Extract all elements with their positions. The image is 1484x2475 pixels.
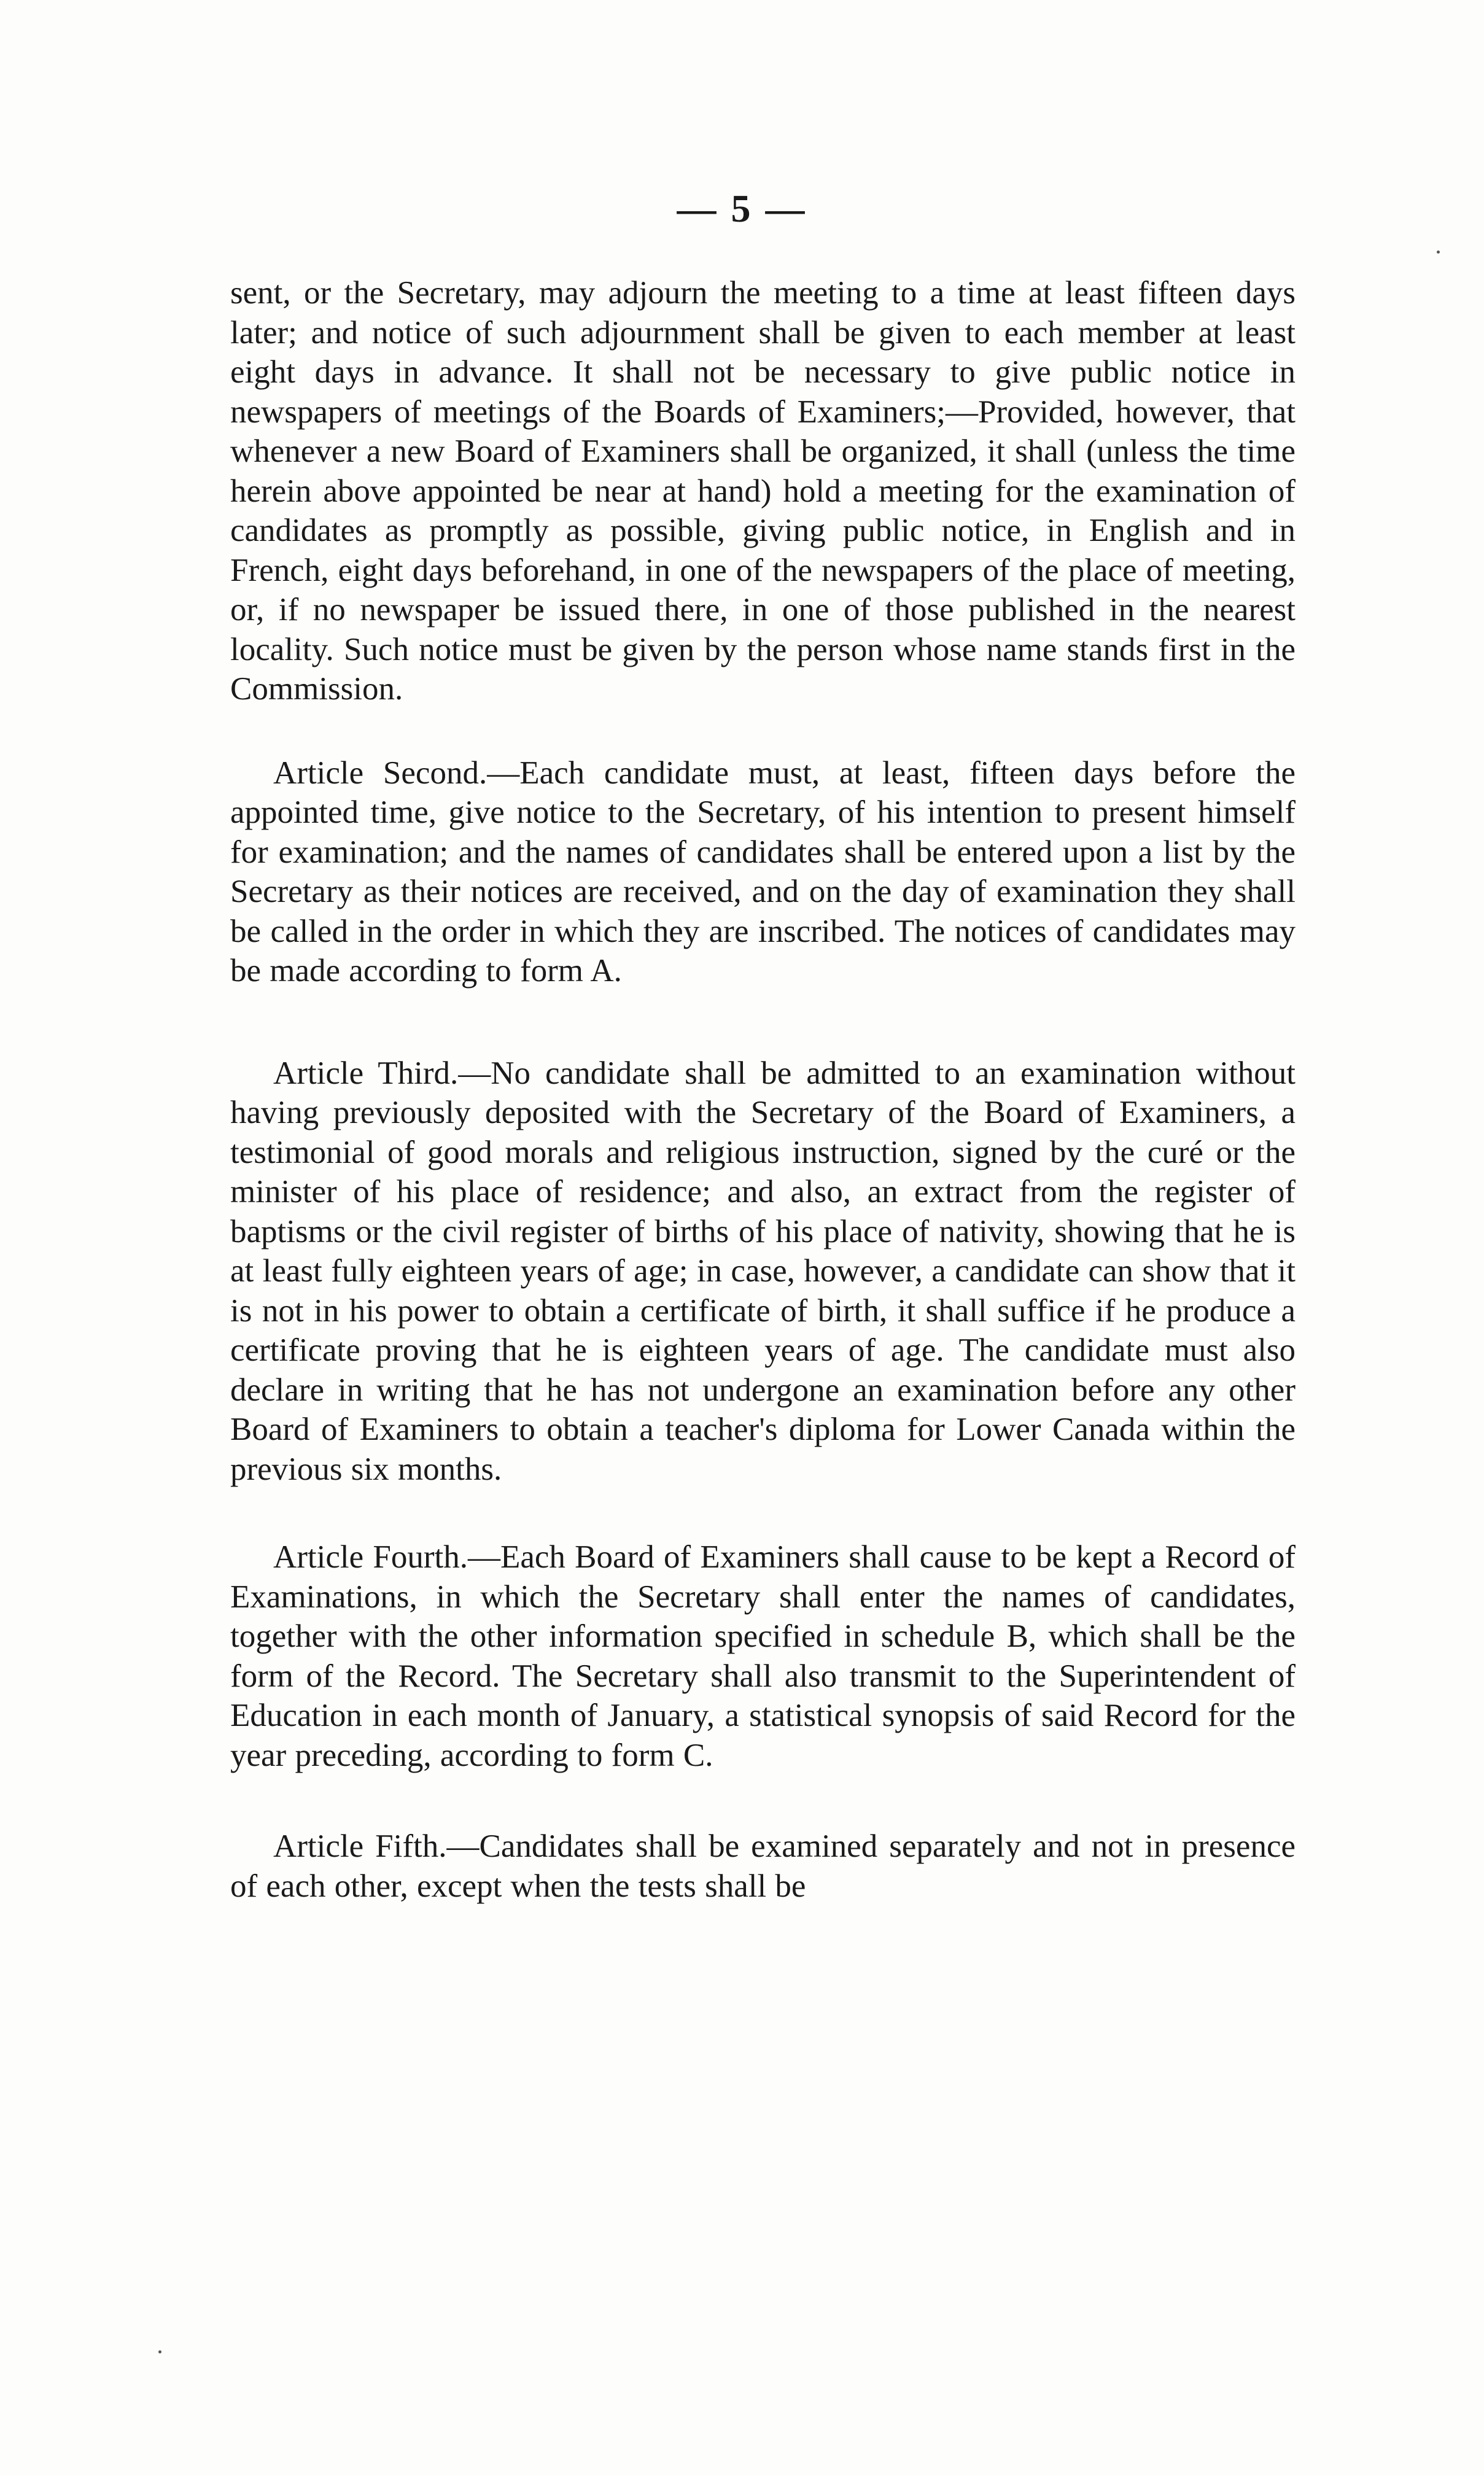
paragraph-continuation: sent, or the Secretary, may adjourn the meeting to a time at least fifteen days later; and notice of such adjournment shall be given to each member at least eight days in advance. It shall not be necessary to give public notice in newspapers of meetings of the Boards of Examiners;—Provided, however, that whenever a new Board of Examiners shall be organized, it shall (unless the time herein above appointed be near at hand) hold a meeting for the examination of candidates as promptly as possible, giving public notice, in English and in French, eight days beforehand, in one of the newspapers of the place of meeting, or, if no newspaper be issued there, in one of those published in the nearest locality. Such notice must be given by the person whose name stands first in the Commission. [230, 275, 1296, 707]
scan-speck [1437, 251, 1440, 254]
paragraph-article-fourth: Article Fourth.—Each Board of Examiners shall cause to be kept a Record of Examinations, in which the Secretary shall enter the names of candidates, together with the other information specified in schedule B, which shall be the form of the Record. The Secretary shall also transmit to the Superintendent of Education in each month of January, a statistical synopsis of said Record for the year preceding, according to form C. [230, 1539, 1296, 1773]
page-number: — 5 — [677, 187, 807, 230]
paragraph-article-fifth: Article Fifth.—Candidates shall be examined separately and not in presence of each other, except when the tests shall be [230, 1828, 1296, 1904]
paragraph-article-second: Article Second.—Each candidate must, at least, fifteen days before the appointed time, give notice to the Secretary, of his intention to present himself for examination; and the names of candidates shall be entered upon a list by the Secretary as their notices are received, and on the day of examination they shall be called in the order in which they are inscribed. The notices of candidates may be made according to form A. [230, 755, 1296, 989]
body-text [230, 273, 1296, 1906]
paragraph-article-third: Article Third.—No candidate shall be admitted to an examination without having previously deposited with the Secretary of the Board of Examiners, a testimonial of good morals and religious instruction, signed by the curé or the minister of his place of residence; and also, an extract from the register of baptisms or the civil register of births of his place of nativity, showing that he is at least fully eighteen years of age; in case, however, a candidate can show that it is not in his power to obtain a certificate of birth, it shall suffice if he produce a certificate proving that he is eighteen years of age. The candidate must also declare in writing that he has not undergone an examination before any other Board of Examiners to obtain a teacher's diploma for Lower Canada within the previous six months. [230, 1055, 1296, 1487]
scan-speck [158, 2350, 161, 2353]
